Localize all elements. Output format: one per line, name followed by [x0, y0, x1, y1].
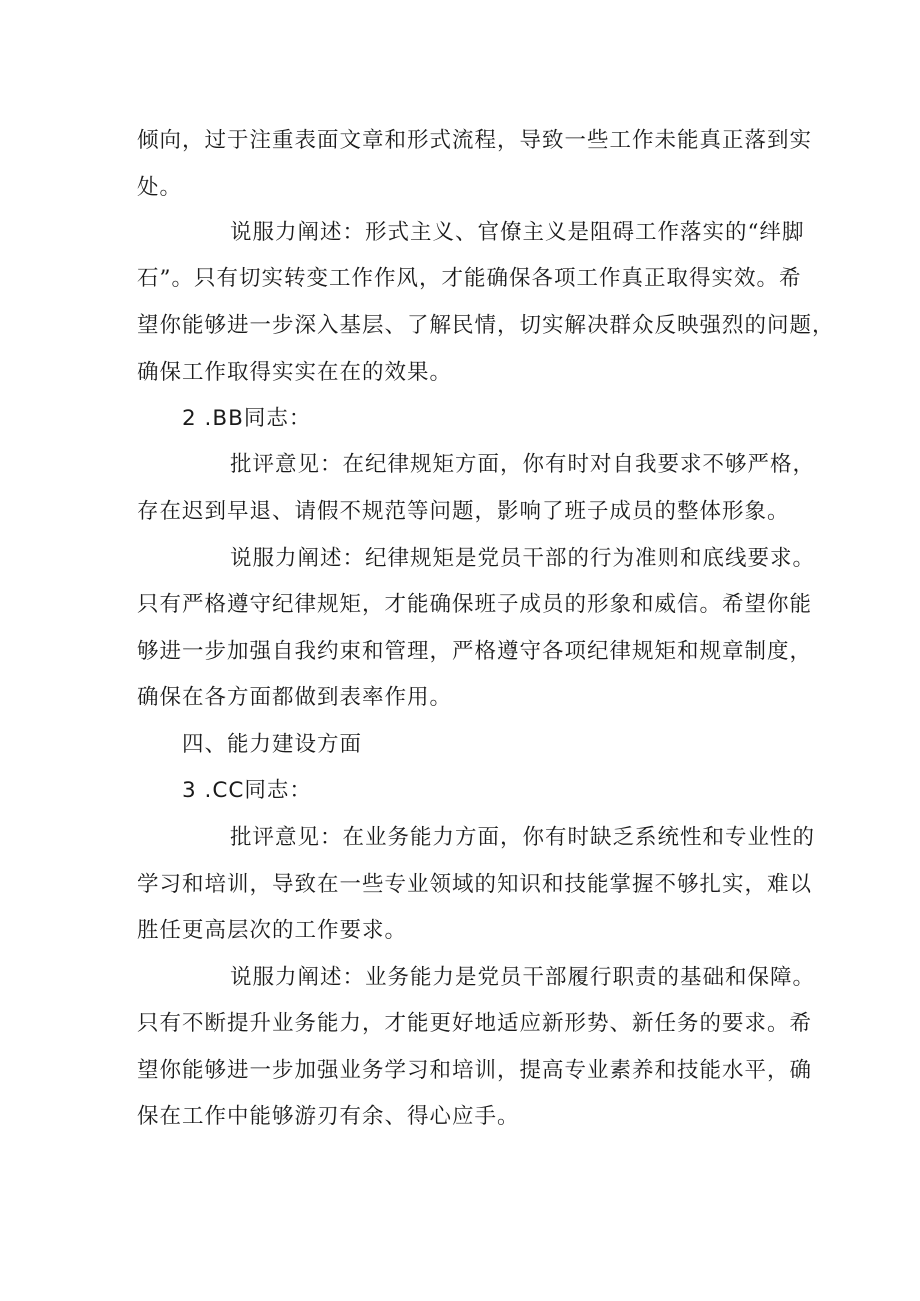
- subsection-heading-cc: 3 .CC同志：: [182, 778, 312, 803]
- section-heading: 四、能力建设方面: [182, 732, 363, 757]
- paragraph-line: 石”。只有切实转变工作作风，才能确保各项工作真正取得实效。希: [137, 266, 802, 291]
- paragraph-line: 胜任更高层次的工作要求。: [137, 918, 408, 943]
- subsection-heading-bb: 2 .BB同志：: [182, 406, 312, 431]
- paragraph-line: 只有不断提升业务能力，才能更好地适应新形势、新任务的要求。希: [137, 1011, 813, 1036]
- paragraph-line: 保在工作中能够游刃有余、得心应手。: [137, 1104, 520, 1129]
- paragraph-line: 只有严格遵守纪律规矩，才能确保班子成员的形象和威信。希望你能: [137, 592, 813, 617]
- paragraph-line: 学习和培训，导致在一些专业领域的知识和技能掌握不够扎实，难以: [137, 872, 813, 897]
- paragraph-line: 够进一步加强自我约束和管理，严格遵守各项纪律规矩和规章制度，: [137, 639, 813, 664]
- paragraph-line: 批评意见：在业务能力方面，你有时缺乏系统性和专业性的: [230, 825, 816, 850]
- paragraph-line: 批评意见：在纪律规矩方面，你有时对自我要求不够严格，: [230, 452, 816, 477]
- paragraph-line: 望你能够进一步加强业务学习和培训，提高专业素养和技能水平，确: [137, 1058, 813, 1083]
- paragraph-line: 存在迟到早退、请假不规范等问题，影响了班子成员的整体形象。: [137, 499, 790, 524]
- paragraph-line: 确保工作取得实实在在的效果。: [137, 360, 453, 385]
- paragraph-line: 望你能够进一步深入基层、了解民情，切实解决群众反映强烈的问题，: [137, 313, 835, 338]
- paragraph-line: 说服力阐述：形式主义、官僚主义是阻碍工作落实的“绊脚: [230, 220, 805, 245]
- paragraph-line: 处。: [137, 175, 183, 200]
- paragraph-line: 倾向，过于注重表面文章和形式流程，导致一些工作未能真正落到实: [137, 128, 813, 153]
- paragraph-line: 说服力阐述：纪律规矩是党员干部的行为准则和底线要求。: [230, 546, 816, 571]
- paragraph-line: 说服力阐述：业务能力是党员干部履行职责的基础和保障。: [230, 965, 816, 990]
- paragraph-line: 确保在各方面都做到表率作用。: [137, 685, 453, 710]
